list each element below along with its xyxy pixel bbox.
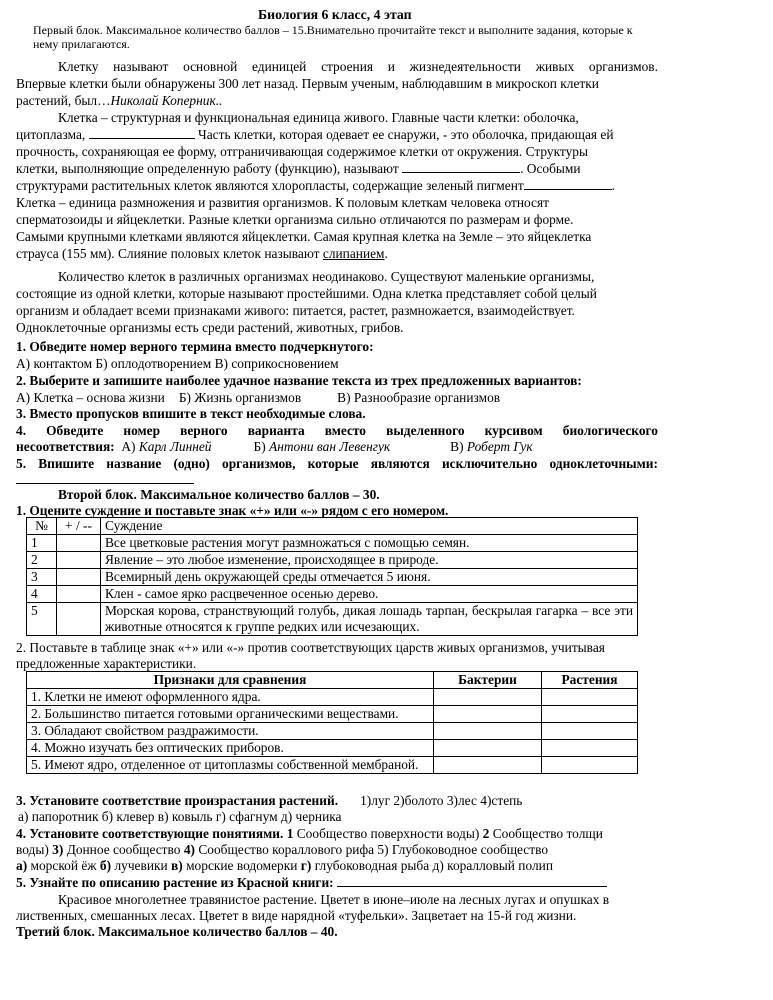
col-plants: Растения [542, 672, 638, 689]
answer-blank[interactable] [16, 471, 194, 484]
text-line: Количество клеток в различных организмах неодинаково. Существуют маленькие организмы, [58, 269, 595, 284]
task-1-2: 2. Выберите и запишите наиболее удачное название текста из трех предложенных вариантов: [16, 373, 582, 388]
bacteria-cell[interactable] [434, 689, 542, 706]
text-line: растений, был…Николай Коперник.. [16, 93, 223, 108]
task-1-5: 5. Впишите название (одно) организмов, которые являются исключительно одноклеточными: [16, 456, 658, 471]
bacteria-cell[interactable] [434, 740, 542, 757]
table-row: 1. Клетки не имеют оформленного ядра. [27, 689, 638, 706]
underlined-term: слипанием [322, 246, 385, 261]
task-2-5: 5. Узнайте по описанию растение из Красной книги: [16, 874, 607, 891]
text-line: Самыми крупными клетками являются яйцеклетки. Самая крупная клетка на Земле – это яйцеклетка [16, 229, 592, 244]
col-mark: + / -- [57, 518, 101, 535]
col-number: № [27, 518, 57, 535]
table-row: 4 Клен - самое ярко расцвеченное осенью дерево. [27, 586, 638, 603]
mark-cell[interactable] [57, 552, 101, 569]
table-row: 4. Можно изучать без оптических приборов. [27, 740, 638, 757]
text-line: Клетка – структурная и функциональная единица живого. Главные части клетки: оболочка, [58, 110, 579, 125]
table-row: 1 Все цветковые растения могут размножаться с помощью семян. [27, 535, 638, 552]
bacteria-cell[interactable] [434, 757, 542, 774]
table-row: 2. Большинство питается готовыми органическими веществами. [27, 706, 638, 723]
intro-line-1: Первый блок. Максимальное количество баллов – 15.Внимательно прочитайте текст и выполните задания, которые к [33, 23, 633, 37]
block-3-title: Третий блок. Максимальное количество баллов – 40. [16, 924, 338, 939]
table-row: 2 Явление – это любое изменение, происходящее в природе. [27, 552, 638, 569]
plants-cell[interactable] [542, 689, 638, 706]
bacteria-cell[interactable] [434, 723, 542, 740]
answer-blank[interactable] [337, 875, 607, 887]
comparison-table [26, 671, 638, 774]
task-2-4-options: а) морской ёж б) лучевики в) морские водомерки г) глубоководная рыба д) коралловый полип [16, 858, 553, 873]
italic-answer: Николай Коперник.. [110, 93, 223, 108]
task-1-3: 3. Вместо пропусков впишите в текст необходимые слова. [16, 406, 366, 421]
task-2-5-description: Красивое многолетнее травянистое растение. Цветет в июне–июле на лесных лугах и опушках в [58, 892, 610, 907]
task-2-3-plants: а) папоротник б) клевер в) ковыль г) сфагнум д) черника [18, 809, 342, 824]
col-criteria: Признаки для сравнения [27, 672, 434, 689]
text-line: Клетку называют основной единицей строения и жизнедеятельности живых организмов. [58, 59, 658, 74]
text-line: цитоплазма, Часть клетки, которая одевает ее снаружи, - это оболочка, придающая ей [16, 127, 614, 142]
text-line: Впервые клетки были обнаружены 300 лет назад. Первым ученым, наблюдавшим в микроскоп клетки [16, 76, 599, 91]
task-1-1-options[interactable]: А) контактом Б) оплодотворением В) соприкосновением [16, 356, 339, 371]
mark-cell[interactable] [57, 569, 101, 586]
table-row: 5. Имеют ядро, отделенное от цитоплазмы собственной мембраной. [27, 757, 638, 774]
text-line: организм и обладает всеми признаками живого: питается, растет, размножается, взаимодействует. [16, 303, 575, 318]
task-2-4-line-1: 4. Установите соответствующие понятиями. 1 Сообщество поверхности воды) 2 Сообщество толщи [16, 826, 603, 841]
plants-cell[interactable] [542, 723, 638, 740]
task-2-2-line-1: 2. Поставьте в таблице знак «+» или «-» против соответствующих царств живых организмов, учитывая [16, 640, 605, 655]
text-line: сперматозоиды и яйцеклетки. Разные клетки организма сильно отличаются по размерам и форме. [16, 212, 574, 227]
text-line: Клетка – единица размножения и развития организмов. К половым клеткам человека относят [16, 195, 549, 210]
text-line: состоящие из одной клетки, которые называют простейшими. Одна клетка представляет собой целый [16, 286, 597, 301]
text-line: страуса (155 мм). Слияние половых клеток называют слипанием. [16, 246, 388, 261]
task-2-4-line-2: воды) 3) Донное сообщество 4) Сообщество кораллового рифа 5) Глубоководное сообщество [16, 842, 549, 857]
mark-cell[interactable] [57, 535, 101, 552]
task-1-1: 1. Обведите номер верного термина вместо подчеркнутого: [16, 339, 374, 354]
table-row: 5 Морская корова, странствующий голубь, дикая лошадь тарпан, бескрылая гагарка – все эти животные относятся к группе редких или исчезающих. [27, 603, 638, 636]
plants-cell[interactable] [542, 757, 638, 774]
mark-cell[interactable] [57, 603, 101, 636]
judgement-table [26, 517, 638, 636]
table-row: 3 Всемирный день окружающей среды отмечается 5 июня. [27, 569, 638, 586]
blank-line[interactable] [524, 178, 612, 190]
plants-cell[interactable] [542, 740, 638, 757]
text-line: структурами растительных клеток являются хлоропласты, содержащие зеленый пигмент . [16, 178, 616, 193]
bacteria-cell[interactable] [434, 706, 542, 723]
task-1-4: 4. Обведите номер верного варианта вместо выделенного курсивом биологического [16, 423, 658, 438]
task-1-4-options[interactable]: несоответствия: А) Карл Линней Б) Антони ван Левенгук В) Роберт Гук [16, 439, 533, 454]
intro-line-2: нему прилагаются. [33, 37, 130, 51]
blank-line[interactable] [89, 127, 195, 139]
col-bacteria: Бактерии [434, 672, 542, 689]
blank-line[interactable] [402, 161, 520, 173]
mark-cell[interactable] [57, 586, 101, 603]
task-2-5-description: лиственных, смешанных лесах. Цветет в виде нарядной «туфельки». Зацветает на 15-й год жизни. [16, 908, 577, 923]
task-2-3: 3. Установите соответствие произрастания растений. 1)луг 2)болото 3)лес 4)степь [16, 793, 523, 808]
block-2-title: Второй блок. Максимальное количество баллов – 30. [58, 487, 380, 502]
text-line: прочность, сохраняющая ее форму, отграничивающая содержимое клетки от окружения. Структуры [16, 144, 588, 159]
text-line: клетки, выполняющие определенную работу (функцию), называют . Особыми [16, 161, 581, 176]
page-title: Биология 6 класс, 4 этап [258, 7, 412, 22]
task-1-2-options[interactable]: А) Клетка – основа жизни Б) Жизнь организмов В) Разнообразие организмов [16, 390, 501, 405]
col-statement: Суждение [101, 518, 638, 535]
task-2-1: 1. Оцените суждение и поставьте знак «+» или «-» рядом с его номером. [16, 503, 449, 518]
plants-cell[interactable] [542, 706, 638, 723]
task-2-2-line-2: предложенные характеристики. [16, 656, 197, 671]
text-line: Одноклеточные организмы есть среди растений, животных, грибов. [16, 320, 404, 335]
table-row: 3. Обладают свойством раздражимости. [27, 723, 638, 740]
